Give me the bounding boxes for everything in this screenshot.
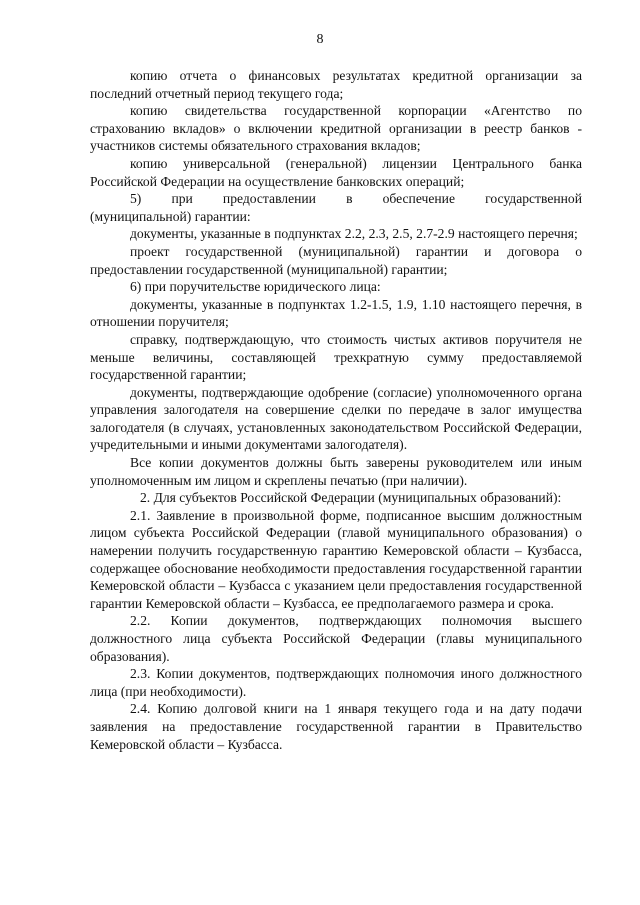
- paragraph: документы, указанные в подпунктах 1.2-1.5, 1.9, 1.10 настоящего перечня, в отношении поручителя;: [90, 296, 582, 330]
- page-number: 8: [316, 32, 324, 47]
- paragraph: копию свидетельства государственной корпорации «Агентство по страхованию вкладов» о включении кредитной организации в реестр банков - участников системы обязательного страхования вкладов;: [90, 103, 582, 154]
- section-heading: 2. Для субъектов Российской Федерации (муниципальных образований):: [140, 490, 562, 506]
- paragraph: 5) при предоставлении в обеспечение государственной (муниципальной) гарантии:: [90, 191, 582, 224]
- paragraph: 2.3. Копии документов, подтверждающих полномочия иного должностного лица (при необходимости).: [90, 666, 582, 699]
- paragraph: Все копии документов должны быть заверены руководителем или иным уполномоченным им лицом и скреплены печатью (при наличии).: [90, 455, 582, 488]
- paragraph: 6) при поручительстве юридического лица:: [130, 279, 381, 295]
- paragraph: проект государственной (муниципальной) гарантии и договора о предоставлении государственной (муниципальной) гарантии;: [90, 243, 582, 277]
- paragraph: документы, подтверждающие одобрение (согласие) уполномоченного органа управления залогодателя на совершение сделки по передаче в залог имущества залогодателя (в случаях, установленных законодательством Российской Федерации, учредительными и иными документами залогодателя).: [90, 384, 582, 453]
- paragraph: 2.2. Копии документов, подтверждающих полномочия высшего должностного лица субъекта Российской Федерации (главы муниципального образования).: [90, 613, 582, 664]
- paragraph: копию универсальной (генеральной) лицензии Центрального банка Российской Федерации на осуществление банковских операций;: [90, 155, 582, 189]
- paragraph: 2.4. Копию долговой книги на 1 января текущего года и на дату подачи заявления на предоставление государственной гарантии в Правительство Кемеровской области – Кузбасса.: [90, 701, 582, 752]
- paragraph: справку, подтверждающую, что стоимость чистых активов поручителя не меньше величины, составляющей трехкратную сумму предоставляемой государственной гарантии;: [90, 331, 582, 383]
- paragraph: копию отчета о финансовых результатах кредитной организации за последний отчетный период текущего года;: [90, 68, 582, 101]
- document-body: [90, 67, 582, 753]
- paragraph: 2.1. Заявление в произвольной форме, подписанное высшим должностным лицом субъекта Российской Федерации (главой муниципального образования) о намерении получить государственную гарантию Кемеровской области – Кузбасса, содержащее обоснование необходимости предоставления государственной гарантии Кемеровской области – Кузбасса с указанием цели предоставления государственной гарантии Кемеровской области – Кузбасса, ее предполагаемого размера и срока.: [90, 507, 582, 611]
- paragraph: документы, указанные в подпунктах 2.2, 2.3, 2.5, 2.7-2.9 настоящего перечня;: [130, 226, 578, 242]
